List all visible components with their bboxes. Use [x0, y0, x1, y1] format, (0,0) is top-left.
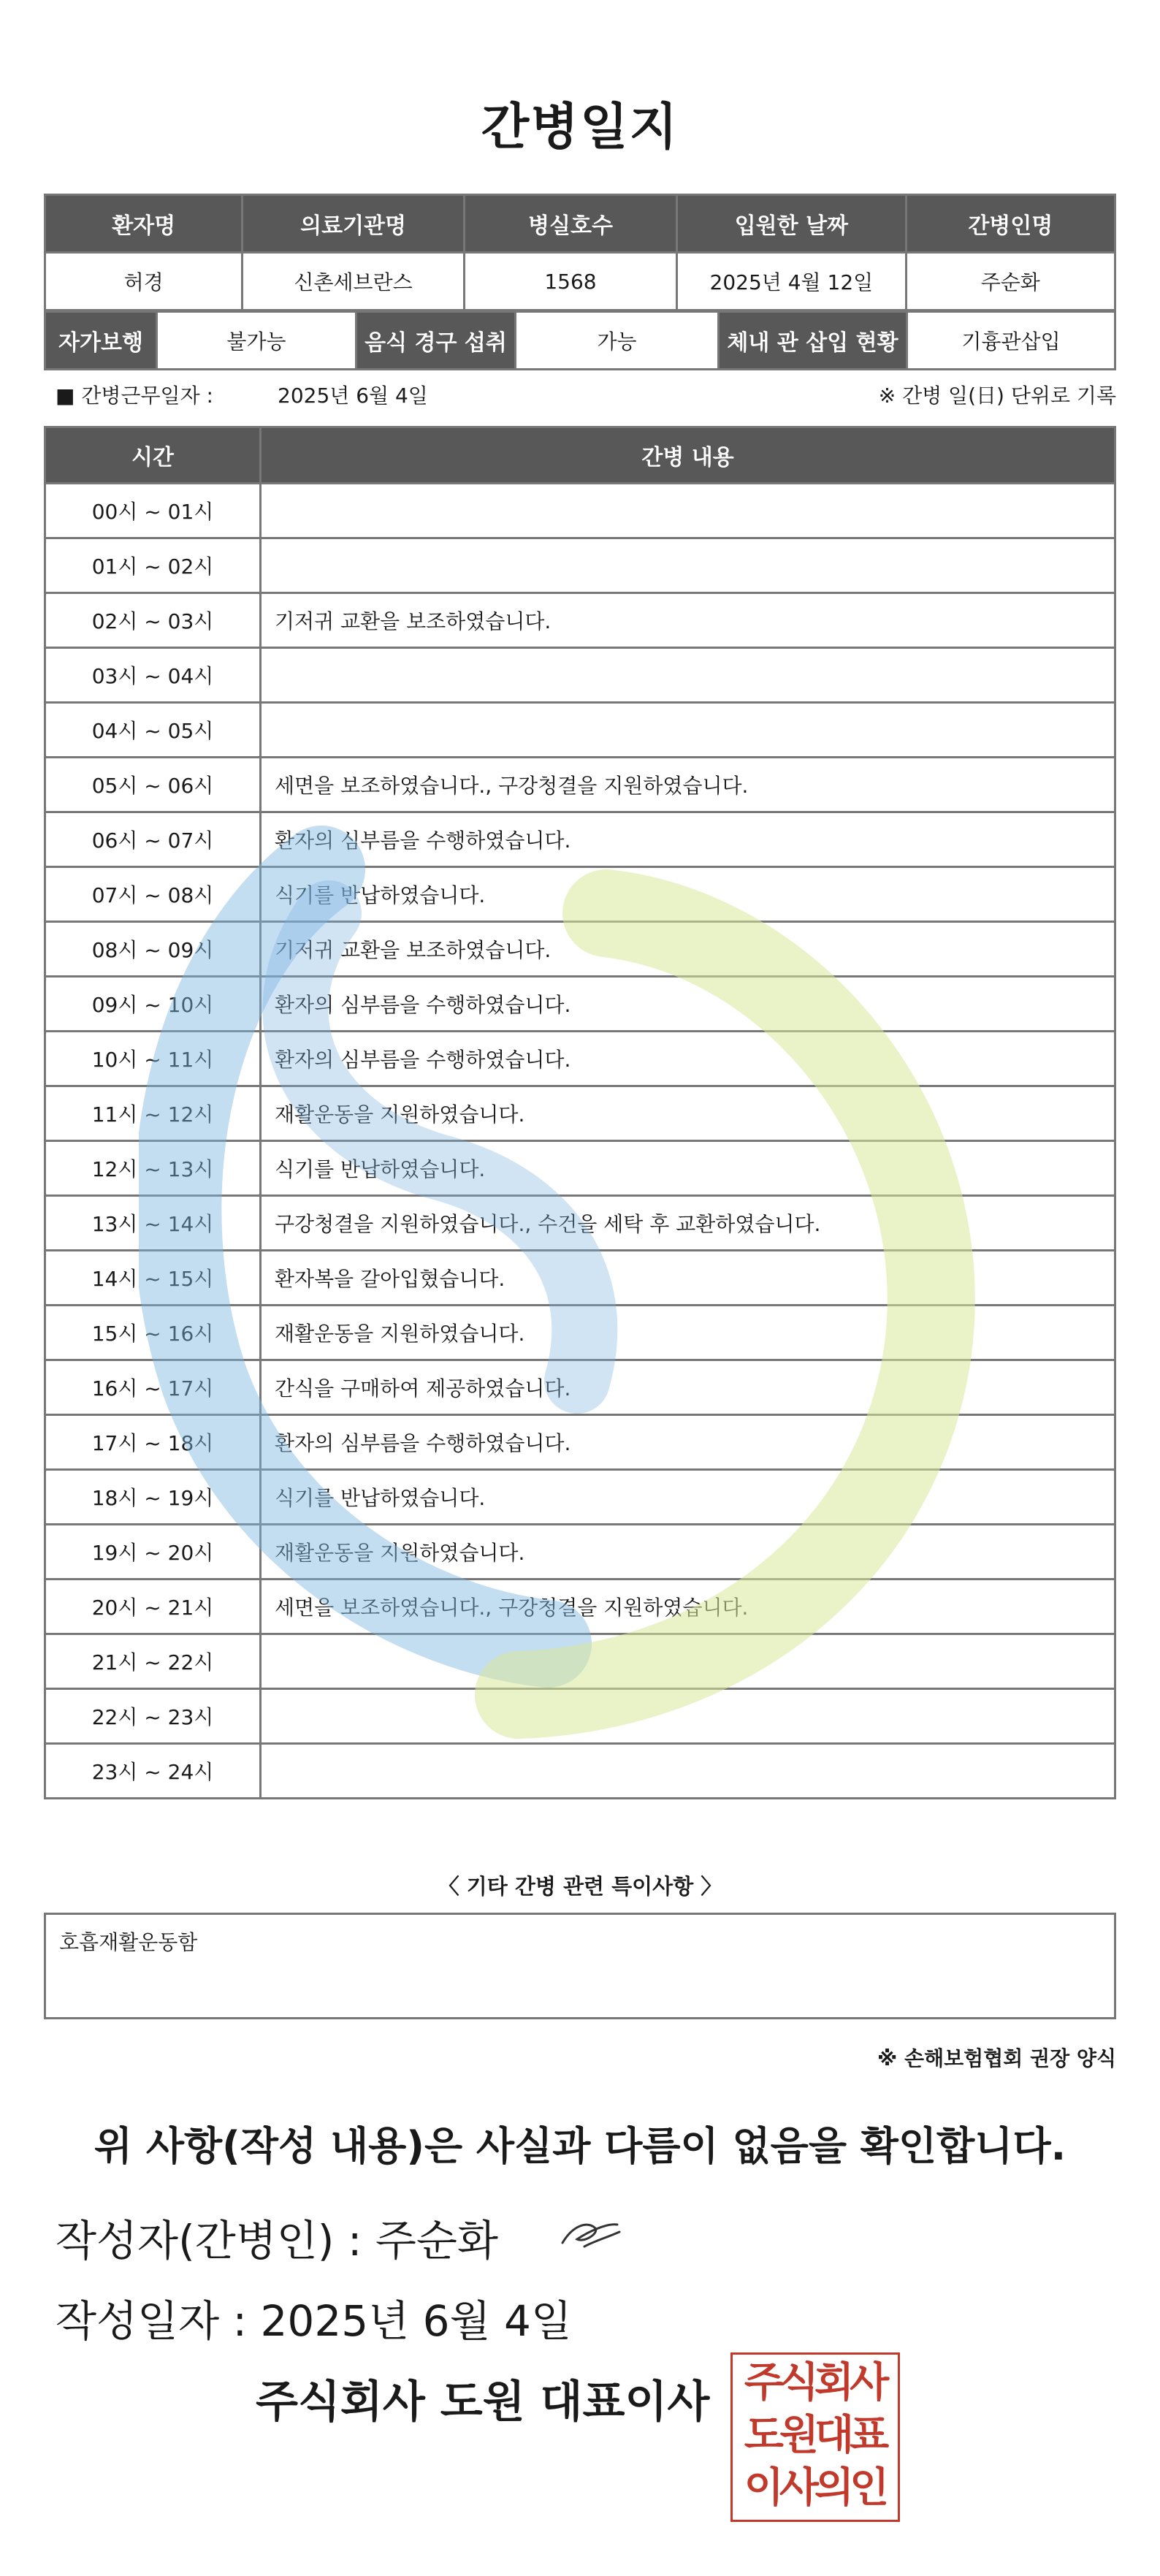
care-content-cell — [261, 648, 1115, 703]
table-row — [45, 922, 1115, 977]
page-title: 간병일지 — [481, 99, 679, 156]
time-cell: 13시 ~ 14시 — [45, 1196, 261, 1251]
care-content-cell: 환자복을 갈아입혔습니다. — [261, 1251, 1115, 1306]
time-cell: 21시 ~ 22시 — [45, 1634, 261, 1689]
time-cell: 16시 ~ 17시 — [45, 1360, 261, 1415]
care-content-cell: 환자의 심부름을 수행하였습니다. — [261, 1415, 1115, 1470]
table-row — [45, 1196, 1115, 1251]
table-row — [45, 1306, 1115, 1360]
care-content-cell — [261, 484, 1115, 538]
table-row — [45, 1086, 1115, 1141]
time-cell: 04시 ~ 05시 — [45, 703, 261, 758]
header-caregiver: 간병인명 — [906, 195, 1115, 253]
time-cell: 22시 ~ 23시 — [45, 1689, 261, 1744]
header-care-content: 간병 내용 — [261, 427, 1115, 484]
header-room: 병실호수 — [464, 195, 676, 253]
care-content-cell: 재활운동을 지원하였습니다. — [261, 1525, 1115, 1579]
table-row — [45, 1525, 1115, 1579]
duty-date-label: ■ 간병근무일자 : — [56, 384, 213, 408]
duty-date-row — [56, 380, 1116, 416]
time-cell: 06시 ~ 07시 — [45, 812, 261, 867]
time-cell: 15시 ~ 16시 — [45, 1306, 261, 1360]
table-row — [45, 1415, 1115, 1470]
care-content-cell — [261, 703, 1115, 758]
care-log-body — [45, 484, 1115, 1799]
table-row — [45, 1744, 1115, 1799]
table-row — [45, 977, 1115, 1032]
seal-row-3: 이사의인 — [744, 2464, 885, 2512]
patient-name-value: 허경 — [45, 253, 243, 310]
time-cell: 18시 ~ 19시 — [45, 1470, 261, 1525]
table-row — [45, 1689, 1115, 1744]
care-content-cell: 식기를 반납하였습니다. — [261, 867, 1115, 922]
company-seal — [730, 2352, 900, 2522]
care-content-cell: 기저귀 교환을 보조하였습니다. — [261, 922, 1115, 977]
table-row — [45, 484, 1115, 538]
header-hospital: 의료기관명 — [243, 195, 464, 253]
header-patient-name: 환자명 — [45, 195, 243, 253]
time-cell: 23시 ~ 24시 — [45, 1744, 261, 1799]
care-content-cell — [261, 1744, 1115, 1799]
duty-date-note: ※ 간병 일(日) 단위로 기록 — [878, 384, 1116, 408]
care-log-table — [44, 426, 1116, 1799]
time-cell: 07시 ~ 08시 — [45, 867, 261, 922]
table-row — [45, 1032, 1115, 1086]
care-content-cell: 세면을 보조하였습니다., 구강청결을 지원하였습니다. — [261, 1579, 1115, 1634]
care-content-cell — [261, 1689, 1115, 1744]
signature-mark — [555, 2210, 628, 2261]
table-row — [45, 812, 1115, 867]
care-content-cell: 구강청결을 지원하였습니다., 수건을 세탁 후 교환하였습니다. — [261, 1196, 1115, 1251]
table-row — [45, 1141, 1115, 1196]
tube-value: 기흉관삽입 — [907, 312, 1115, 370]
header-time: 시간 — [45, 427, 261, 484]
care-content-cell: 세면을 보조하였습니다., 구강청결을 지원하였습니다. — [261, 758, 1115, 812]
company-name: 주식회사 도원 대표이사 — [256, 2377, 710, 2428]
time-cell: 17시 ~ 18시 — [45, 1415, 261, 1470]
time-cell: 03시 ~ 04시 — [45, 648, 261, 703]
header-admission-date: 입원한 날짜 — [677, 195, 906, 253]
eat-value: 가능 — [516, 312, 719, 370]
care-content-cell: 재활운동을 지원하였습니다. — [261, 1306, 1115, 1360]
time-cell: 08시 ~ 09시 — [45, 922, 261, 977]
time-cell: 12시 ~ 13시 — [45, 1141, 261, 1196]
patient-status-row — [45, 312, 1115, 370]
care-content-cell: 식기를 반납하였습니다. — [261, 1141, 1115, 1196]
time-cell: 02시 ~ 03시 — [45, 593, 261, 648]
patient-info-header-row — [45, 195, 1115, 253]
walk-value: 불가능 — [157, 312, 356, 370]
table-row — [45, 703, 1115, 758]
date-line: 작성일자 : 2025년 6월 4일 — [56, 2296, 572, 2346]
confirmation-statement: 위 사항(작성 내용)은 사실과 다름이 없음을 확인합니다. — [94, 2123, 1066, 2169]
care-content-cell: 식기를 반납하였습니다. — [261, 1470, 1115, 1525]
time-cell: 11시 ~ 12시 — [45, 1086, 261, 1141]
form-note: ※ 손해보험협회 권장 양식 — [877, 2046, 1116, 2070]
time-cell: 00시 ~ 01시 — [45, 484, 261, 538]
caregiver-value: 주순화 — [906, 253, 1115, 310]
table-row — [45, 1360, 1115, 1415]
table-row — [45, 1579, 1115, 1634]
table-row — [45, 593, 1115, 648]
time-cell: 14시 ~ 15시 — [45, 1251, 261, 1306]
time-cell: 01시 ~ 02시 — [45, 538, 261, 593]
remarks-title: 〈 기타 간병 관련 특이사항 〉 — [438, 1874, 722, 1899]
patient-info-value-row — [45, 253, 1115, 310]
time-cell: 05시 ~ 06시 — [45, 758, 261, 812]
patient-info-table — [44, 194, 1116, 311]
table-row — [45, 538, 1115, 593]
time-cell: 10시 ~ 11시 — [45, 1032, 261, 1086]
admission-date-value: 2025년 4월 12일 — [677, 253, 906, 310]
writer-line: 작성자(간병인) : 주순화 — [56, 2216, 498, 2266]
table-row — [45, 758, 1115, 812]
eat-label: 음식 경구 섭취 — [356, 312, 516, 370]
walk-label: 자가보행 — [45, 312, 157, 370]
table-row — [45, 867, 1115, 922]
remarks-box — [44, 1913, 1116, 2019]
care-content-cell: 간식을 구매하여 제공하였습니다. — [261, 1360, 1115, 1415]
remarks-text: 호흡재활운동함 — [59, 1930, 198, 1954]
seal-row-2: 도원대표 — [744, 2412, 885, 2459]
time-cell: 20시 ~ 21시 — [45, 1579, 261, 1634]
care-content-cell — [261, 1634, 1115, 1689]
hospital-value: 신촌세브란스 — [243, 253, 464, 310]
table-row — [45, 1634, 1115, 1689]
care-content-cell: 재활운동을 지원하였습니다. — [261, 1086, 1115, 1141]
care-content-cell: 환자의 심부름을 수행하였습니다. — [261, 812, 1115, 867]
time-cell: 19시 ~ 20시 — [45, 1525, 261, 1579]
duty-date-value: 2025년 6월 4일 — [278, 384, 428, 408]
patient-status-table — [44, 310, 1116, 370]
room-value: 1568 — [464, 253, 676, 310]
seal-row-1: 주식회사 — [744, 2359, 885, 2407]
care-log-header-row — [45, 427, 1115, 484]
care-content-cell: 환자의 심부름을 수행하였습니다. — [261, 977, 1115, 1032]
tube-label: 체내 관 삽입 현황 — [719, 312, 907, 370]
table-row — [45, 648, 1115, 703]
care-content-cell: 환자의 심부름을 수행하였습니다. — [261, 1032, 1115, 1086]
care-content-cell: 기저귀 교환을 보조하였습니다. — [261, 593, 1115, 648]
table-row — [45, 1251, 1115, 1306]
care-content-cell — [261, 538, 1115, 593]
time-cell: 09시 ~ 10시 — [45, 977, 261, 1032]
table-row — [45, 1470, 1115, 1525]
